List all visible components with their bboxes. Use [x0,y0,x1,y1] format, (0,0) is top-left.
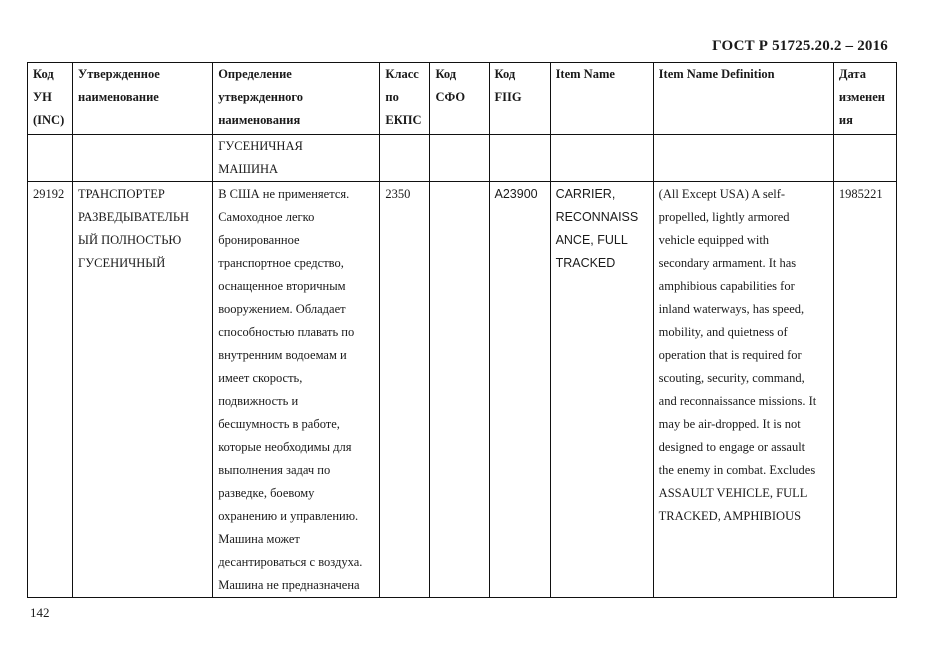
text-line: CARRIER, [555,187,616,201]
document-code: ГОСТ Р 51725.20.2 – 2016 [712,38,888,54]
text-line: designed to engage or assault [658,440,806,454]
cell-empty [550,135,653,182]
text-line: RECONNAISS [555,210,639,224]
text-line: СФО [435,90,466,104]
text-line: которые необходимы для [218,440,352,454]
text-line: ия [838,113,853,127]
text-line: ТРАНСПОРТЕР [78,187,165,201]
text-line: FIIG [494,90,522,104]
column-header-sfo-code [430,63,489,135]
text-line: Код [33,67,54,81]
column-header-ekps-class [380,63,430,135]
column-header-inc [28,63,73,135]
text-line: ANCE, FULL [555,233,628,247]
text-line: ASSAULT VEHICLE, FULL [658,486,808,500]
continuation-row [28,135,897,182]
cell-approved-name [73,182,213,598]
cell-empty [833,135,896,182]
cell-empty [73,135,213,182]
text-line: TRACKED, AMPHIBIOUS [658,509,802,523]
text-line: В США не применяется. [218,187,350,201]
text-line: ГУСЕНИЧНАЯ [218,139,303,153]
text-line: mobility, and quietness of [658,325,788,339]
text-line: Самоходное легко [218,210,315,224]
cell-sfo-code [430,182,489,598]
text-line: vehicle equipped with [658,233,770,247]
cell-fiig-code: A23900 [489,182,550,598]
text-line: (INC) [33,113,65,127]
column-header-fiig-code [489,63,550,135]
column-header-item-name-definition [653,63,833,135]
text-line: Определение [218,67,292,81]
text-line: Машина не предназначена [218,578,360,592]
text-line: МАШИНА [218,162,279,176]
cell-empty [430,135,489,182]
text-line: Item Name [555,67,615,81]
cell-empty [380,135,430,182]
text-line: Код [494,67,516,81]
cell-empty [489,135,550,182]
text-line: бесшумность в работе, [218,417,340,431]
text-line: охранению и управлению. [218,509,359,523]
text-line: may be air-dropped. It is not [658,417,801,431]
text-line: TRACKED [555,256,616,270]
text-line: наименование [78,90,159,104]
text-line: Утвержденное [78,67,160,81]
catalog-table [27,62,897,598]
text-line: выполнения задач по [218,463,331,477]
text-line: Машина может [218,532,300,546]
text-line: and reconnaissance missions. It [658,394,817,408]
text-line: inland waterways, has speed, [658,302,805,316]
text-line: по [385,90,399,104]
text-line: способностью плавать по [218,325,355,339]
text-line: бронированное [218,233,300,247]
text-line: РАЗВЕДЫВАТЕЛЬН [78,210,190,224]
text-line: Класс [385,67,419,81]
text-line: разведке, боевому [218,486,315,500]
cell-definition-continuation [213,135,380,182]
text-line: имеет скорость, [218,371,303,385]
text-line: транспортное средство, [218,256,344,270]
column-header-definition [213,63,380,135]
cell-item-name-definition [653,182,833,598]
text-line: внутренним водоемам и [218,348,347,362]
header-row [28,63,897,135]
text-line: ЫЙ ПОЛНОСТЬЮ [78,233,182,247]
text-line: propelled, lightly armored [658,210,790,224]
text-line: ЕКПС [385,113,422,127]
cell-empty [653,135,833,182]
text-line: десантироваться с воздуха. [218,555,363,569]
cell-empty [28,135,73,182]
text-line: scouting, security, command, [658,371,805,385]
text-line: the enemy in combat. Excludes [658,463,816,477]
cell-inc: 29192 [28,182,73,598]
cell-change-date: 1985221 [833,182,896,598]
cell-item-name [550,182,653,598]
text-line: подвижность и [218,394,299,408]
text-line: Дата [838,67,866,81]
column-header-change-date [833,63,896,135]
text-line: Item Name Definition [658,67,775,81]
text-line: оснащенное вторичным [218,279,346,293]
column-header-approved-name [73,63,213,135]
text-line: вооружением. Обладает [218,302,346,316]
text-line: (All Except USA) A self- [658,187,786,201]
text-line: утвержденного [218,90,304,104]
text-line: изменен [838,90,885,104]
text-line: operation that is required for [658,348,802,362]
text-line: УН [33,90,52,104]
cell-definition [213,182,380,598]
column-header-item-name [550,63,653,135]
text-line: наименования [218,113,301,127]
text-line: amphibious capabilities for [658,279,795,293]
cell-ekps-class: 2350 [380,182,430,598]
text-line: ГУСЕНИЧНЫЙ [78,256,166,270]
table-row [28,182,897,598]
text-line: Код [435,67,457,81]
page-number: 142 [30,605,50,620]
text-line: secondary armament. It has [658,256,797,270]
